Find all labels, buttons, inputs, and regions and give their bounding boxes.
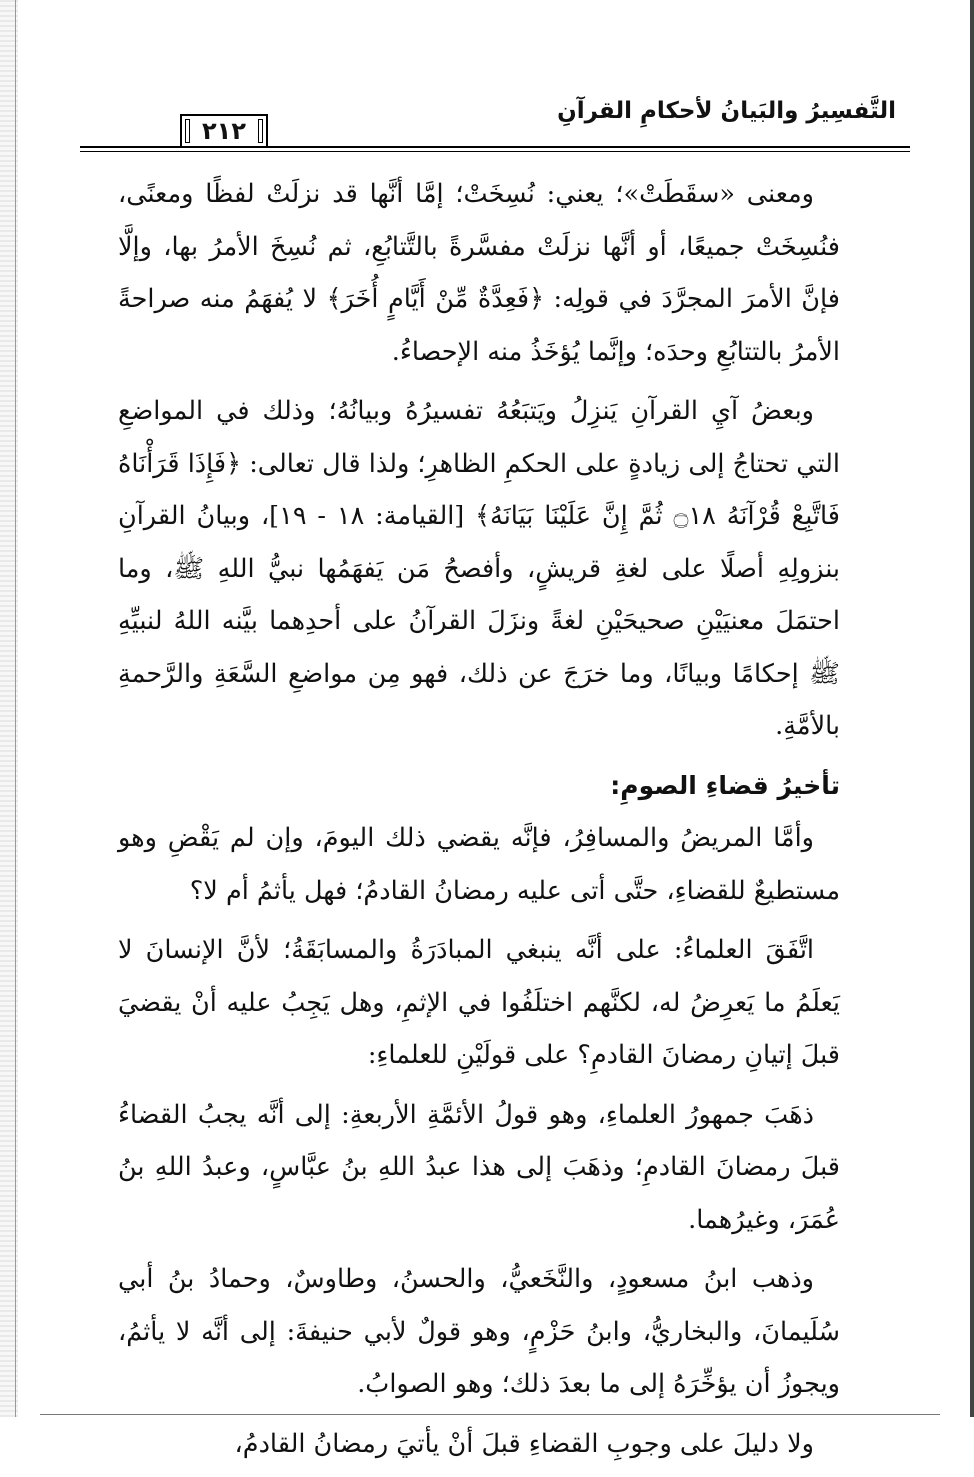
page-body xyxy=(118,168,840,1477)
header-rule-thin xyxy=(80,151,910,152)
paragraph-1: ومعنى «سقَطَتْ»؛ يعني: نُسِخَتْ؛ إمَّا أنَّها قد نزلَتْ لفظًا ومعنًى، فنُسِخَتْ جميعًا، أو أنَّها نزلَتْ مفسَّرةً بالتَّتابُعِ، ثم نُسِخَ الأمرُ بها، وإلَّا فإنَّ الأمرَ المجرَّدَ في قولِه: ﴿فَعِدَّةٌ مِّنْ أَيَّامٍ أُخَرَ﴾ لا يُفهَمُ منه صراحةً الأمرُ بالتتابُعِ وحدَه؛ وإنَّما يُؤخَذُ منه الإحصاءُ. xyxy=(118,179,840,367)
paragraph-6: وذهب ابنُ مسعودٍ، والنَّخَعيُّ، والحسنُ، وطاوسٌ، وحمادُ بنُ أبي سُلَيمانَ، والبخاريُّ، وابنُ حَزْمٍ، وهو قولٌ لأبي حنيفةَ: إلى أنَّه لا يأثمُ، ويجوزُ أن يؤخِّرَهُ إلى ما بعدَ ذلك؛ وهو الصوابُ. xyxy=(118,1264,840,1399)
scan-bottom-edge xyxy=(40,1414,940,1415)
section-heading: تأخيرُ قضاءِ الصومِ: xyxy=(610,770,840,800)
scan-margin-right xyxy=(970,0,974,1417)
paragraph-3: وأمَّا المريضُ والمسافِرُ، فإنَّه يقضي ذلك اليومَ، وإن لم يَقْضِ وهو مستطيعٌ للقضاءِ، حتَّى أتى عليه رمضانُ القادمُ؛ فهل يأثمُ أم لا؟ xyxy=(118,823,840,906)
scan-margin-left xyxy=(0,0,18,1417)
paragraph-5: ذهَبَ جمهورُ العلماءِ، وهو قولُ الأئمَّةِ الأربعةِ: إلى أنَّه يجبُ القضاءُ قبلَ رمضانَ القادمِ؛ وذهَبَ إلى هذا عبدُ اللهِ بنُ عبَّاسٍ، وعبدُ اللهِ بنُ عُمَرَ، وغيرُهما. xyxy=(118,1099,840,1235)
paragraph-4: اتَّفَقَ العلماءُ: على أنَّه ينبغي المبادَرَةُ والمسابَقَةُ؛ لأنَّ الإنسانَ لا يَعلَمُ ما يَعرِضُ له، لكنَّهم اختلَفُوا في الإثمِ، وهل يَجِبُ عليه أنْ يقضيَ قبلَ إتيانِ رمضانَ القادمِ؟ على قولَيْنِ للعلماءِ: xyxy=(118,935,840,1070)
page-number: ٢١٢ xyxy=(180,114,268,148)
paragraph-7: ولا دليلَ على وجوبِ القضاءِ قبلَ أنْ يأتيَ رمضانُ القادمُ، xyxy=(234,1428,814,1459)
page-header xyxy=(80,98,910,152)
paragraph-2: وبعضُ آيِ القرآنِ يَنزِلُ ويَتبَعُهُ تفسيرُهُ وبيانُهُ؛ وذلك في المواضعِ التي تحتاجُ إلى زيادةٍ على الحكمِ الظاهرِ؛ ولذا قال تعالى: ﴿فَإِذَا قَرَأْنَاهُ فَاتَّبِعْ قُرْآنَهُ ۝١٨ ثُمَّ إِنَّ عَلَيْنَا بَيَانَهُ﴾ [القيامة: ١٨ - ١٩]، وبيانُ القرآنِ بنزولِهِ أصلًا على لغةِ قريشٍ، وأفصحُ مَن يَفهَمُها نبيُّ اللهِ ﷺ، وما احتمَلَ معنيَيْنِ صحيحَيْنِ لغةً ونزَلَ القرآنُ على أحدِهما بيَّنه اللهُ لنبيِّهِ ﷺ إحكامًا وبيانًا، وما خرَجَ عن ذلك، فهو مِن مواضعِ السَّعَةِ والرَّحمةِ بالأمَّةِ. xyxy=(118,396,840,741)
running-title: التَّفسِيرُ والبَيانُ لأحكامِ القرآنِ xyxy=(553,98,900,124)
